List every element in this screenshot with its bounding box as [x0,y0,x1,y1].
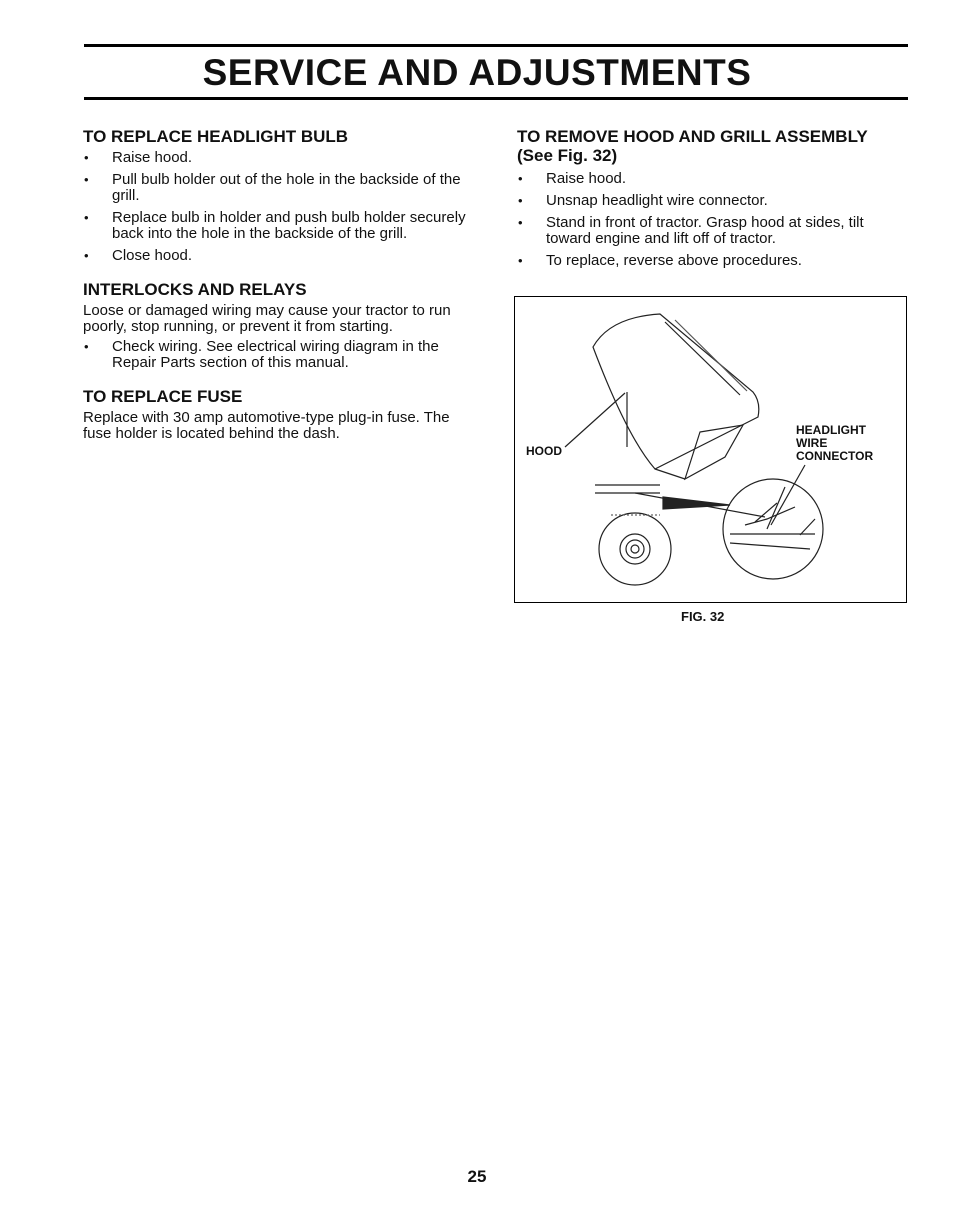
magnified-connector-view [723,479,823,579]
headlight-bulb-section [83,127,479,264]
magnify-pointer [663,497,730,509]
connector-leader-line [771,465,805,525]
connector-label-line2: WIRE [796,436,828,450]
wheel [599,513,671,585]
right-column [517,127,912,275]
fuse-heading: TO REPLACE FUSE [83,387,243,406]
list-item: • Check wiring. See electrical wiring diagram in the Repair Parts section of this manual. [83,339,479,371]
list-item: • Stand in front of tractor. Grasp hood at sides, tilt toward engine and lift off of tractor. [517,215,912,247]
hood-removal-section [517,127,912,269]
list-item: • Raise hood. [83,150,479,166]
list-item: • To replace, reverse above procedures. [517,253,912,269]
header-rule-top [84,44,908,47]
connector-label-line3: CONNECTOR [796,449,874,463]
headlight-bulb-steps [83,150,479,264]
figure-32 [514,296,907,603]
left-column [83,127,479,446]
hood-removal-steps [517,171,912,269]
list-item: • Close hood. [83,248,479,264]
header-rule-bottom [84,97,908,100]
interlocks-heading: INTERLOCKS AND RELAYS [83,280,307,299]
list-item: • Raise hood. [517,171,912,187]
grill-shape [685,425,743,479]
page-title: SERVICE AND ADJUSTMENTS [202,52,752,93]
list-item: • Unsnap headlight wire connector. [517,193,912,209]
hood-leader-line [565,393,625,447]
hood-removal-heading-line2: (See Fig. 32) [517,146,618,165]
hood-removal-heading-line1: TO REMOVE HOOD AND GRILL ASSEMBLY [517,127,868,146]
list-item: • Pull bulb holder out of the hole in the backside of the grill. [83,172,479,204]
figure-caption: FIG. 32 [681,609,725,624]
connector-label-line1: HEADLIGHT [796,423,866,437]
interlocks-body: Loose or damaged wiring may cause your tractor to run poorly, stop running, or prevent it from starting. [83,302,451,335]
hood-shape [593,314,759,469]
hood-removal-heading [517,127,912,165]
fuse-body: Replace with 30 amp automotive-type plug-in fuse. The fuse holder is located behind the dash. [83,409,450,442]
list-item: • Replace bulb in holder and push bulb holder securely back into the hole in the backside of the grill. [83,210,479,242]
interlocks-steps [83,339,479,371]
fuse-section [83,387,479,442]
headlight-bulb-heading: TO REPLACE HEADLIGHT BULB [83,127,349,146]
hood-label: HOOD [526,444,562,458]
page-number: 25 [467,1167,487,1186]
connector-label [796,424,873,463]
interlocks-section [83,280,479,371]
